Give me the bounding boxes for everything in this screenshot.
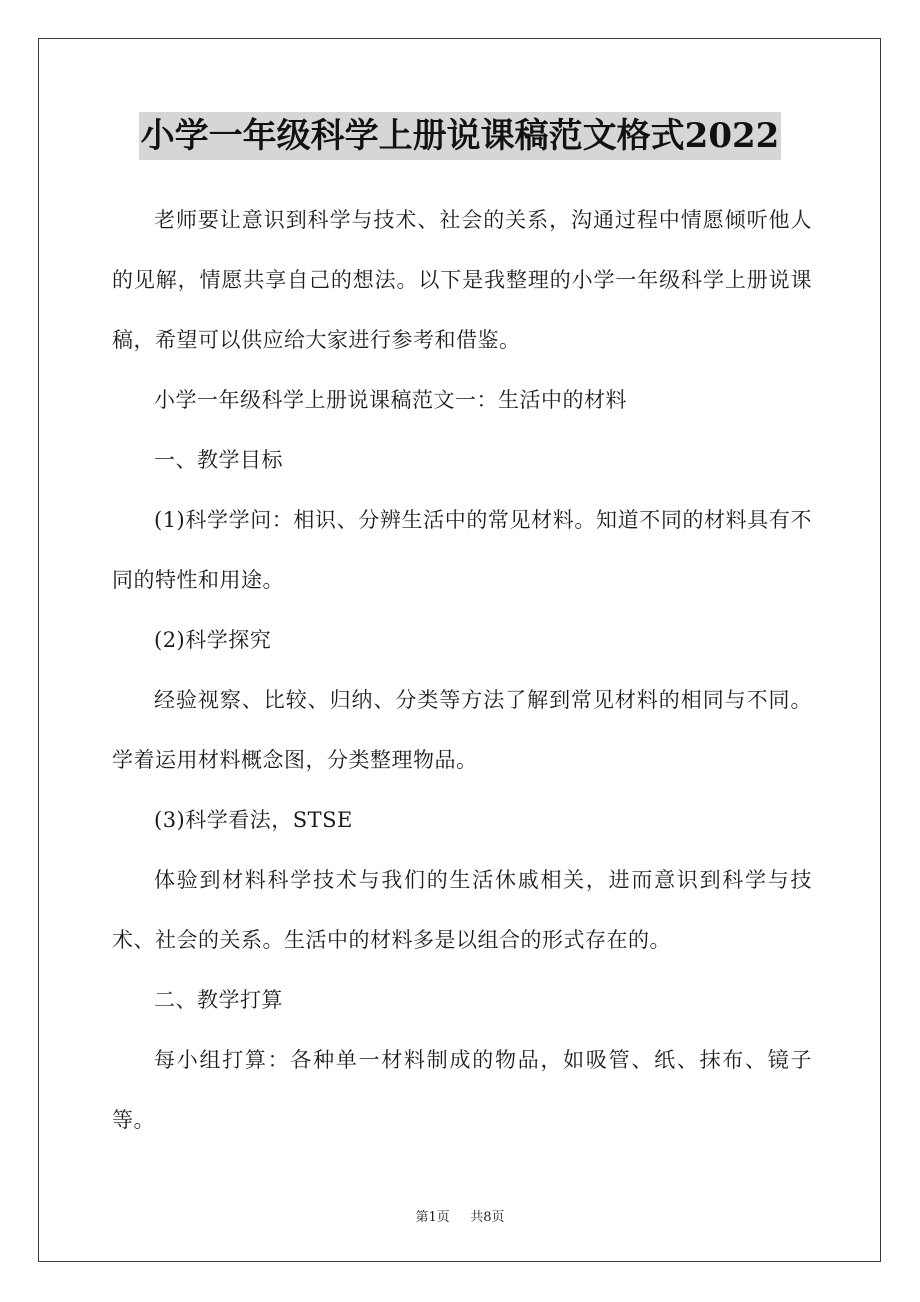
page-number-current: 第1页 xyxy=(415,1210,450,1225)
heading-science-attitude: (3)科学看法，STSE xyxy=(154,808,353,832)
paragraph-group-preparation: 每小组打算：各种单一材料制成的物品，如吸管、纸、抹布、镜子等。 xyxy=(112,1048,812,1132)
heading-science-inquiry: (2)科学探究 xyxy=(154,628,272,652)
paragraph-inquiry-methods: 经验视察、比较、归纳、分类等方法了解到常见材料的相同与不同。学着运用材料概念图，分类整理物品。 xyxy=(112,688,812,772)
heading-teaching-preparation: 二、教学打算 xyxy=(154,988,283,1012)
paragraph-intro: 老师要让意识到科学与技术、社会的关系，沟通过程中情愿倾听他人的见解，情愿共享自己的想法。以下是我整理的小学一年级科学上册说课稿，希望可以供应给大家进行参考和借鉴。 xyxy=(112,208,812,352)
page-number-total: 共8页 xyxy=(470,1210,505,1225)
heading-teaching-goals: 一、教学目标 xyxy=(154,448,283,472)
paragraph-science-knowledge: (1)科学学问：相识、分辨生活中的常见材料。知道不同的材料具有不同的特性和用途。 xyxy=(112,508,812,592)
section-heading: 小学一年级科学上册说课稿范文一：生活中的材料 xyxy=(154,388,627,412)
document-title: 小学一年级科学上册说课稿范文格式2022 xyxy=(139,112,782,160)
page-footer xyxy=(0,1206,920,1225)
title-container xyxy=(0,112,920,160)
document-body xyxy=(112,190,812,1150)
paragraph-stse: 体验到材料科学技术与我们的生活休戚相关，进而意识到科学与技术、社会的关系。生活中的材料多是以组合的形式存在的。 xyxy=(112,868,812,952)
